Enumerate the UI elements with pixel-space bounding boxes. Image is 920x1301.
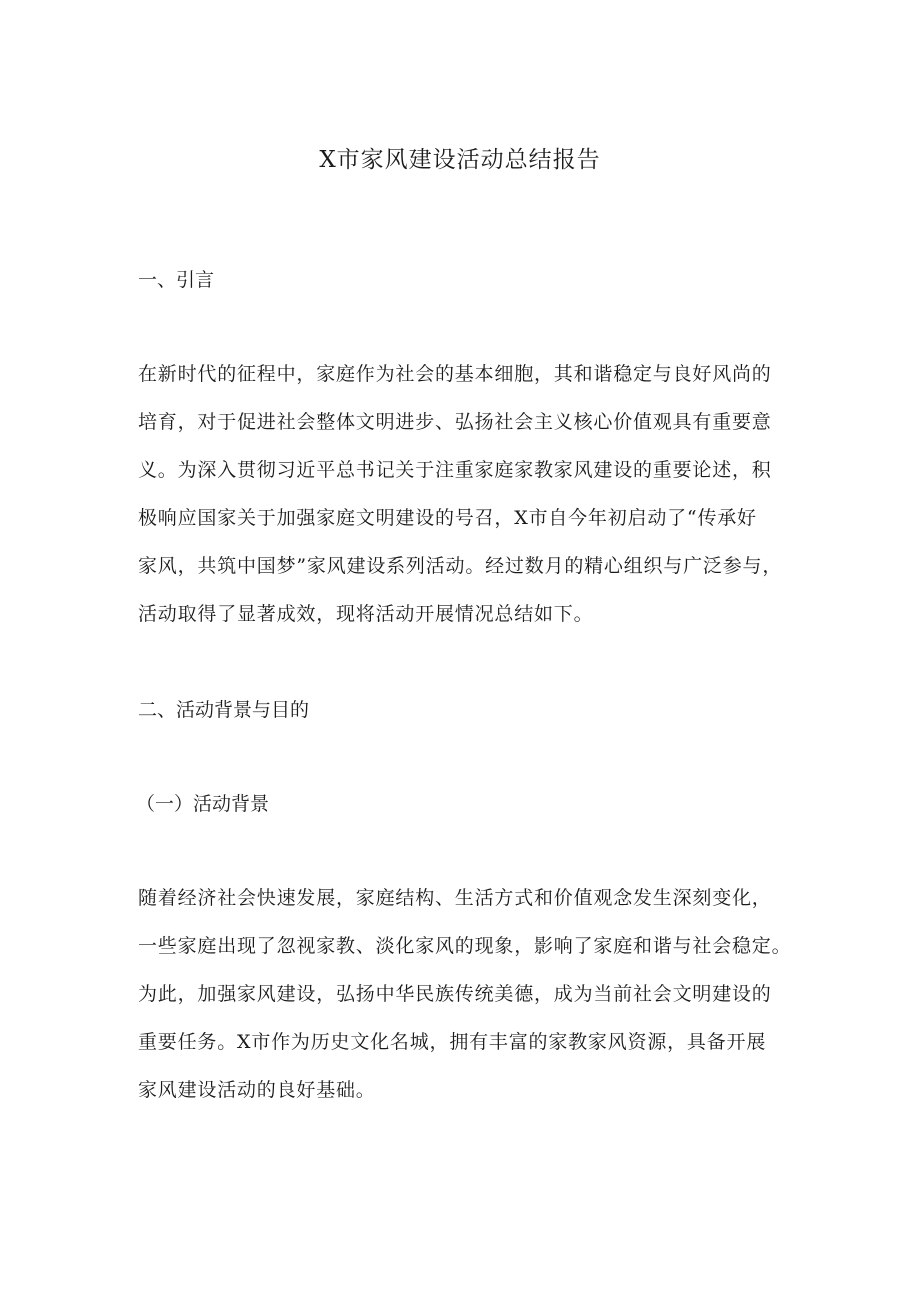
section-heading-background-purpose: 二、活动背景与目的 [138,699,310,721]
subsection-heading-background: （一）活动背景 [136,793,270,815]
paragraph-line: 在新时代的征程中，家庭作为社会的基本细胞，其和谐稳定与良好风尚的 [138,363,772,385]
paragraph-line: 一些家庭出现了忽视家教、淡化家风的现象，影响了家庭和谐与社会稳定。 [138,935,792,957]
document-title: X市家风建设活动总结报告 [319,147,601,173]
background-paragraph [138,874,798,1114]
paragraph-line: 极响应国家关于加强家庭文明建设的号召，X市自今年初启动了“传承好 [138,507,757,529]
section-heading-introduction: 一、引言 [138,269,215,291]
paragraph-line: 家风，共筑中国梦”家风建设系列活动。经过数月的精心组织与广泛参与， [138,555,783,577]
paragraph-line: 活动取得了显著成效，现将活动开展情况总结如下。 [138,603,594,625]
paragraph-line: 随着经济社会快速发展，家庭结构、生活方式和价值观念发生深刻变化， [138,887,772,909]
paragraph-line: 重要任务。X市作为历史文化名城，拥有丰富的家教家风资源，具备开展 [138,1031,767,1053]
paragraph-line: 家风建设活动的良好基础。 [138,1079,376,1101]
paragraph-line: 培育，对于促进社会整体文明进步、弘扬社会主义核心价值观具有重要意 [138,411,772,433]
paragraph-line: 义。为深入贯彻习近平总书记关于注重家庭家教家风建设的重要论述，积 [138,459,772,481]
introduction-paragraph [138,350,798,638]
paragraph-line: 为此，加强家风建设，弘扬中华民族传统美德，成为当前社会文明建设的 [138,983,772,1005]
